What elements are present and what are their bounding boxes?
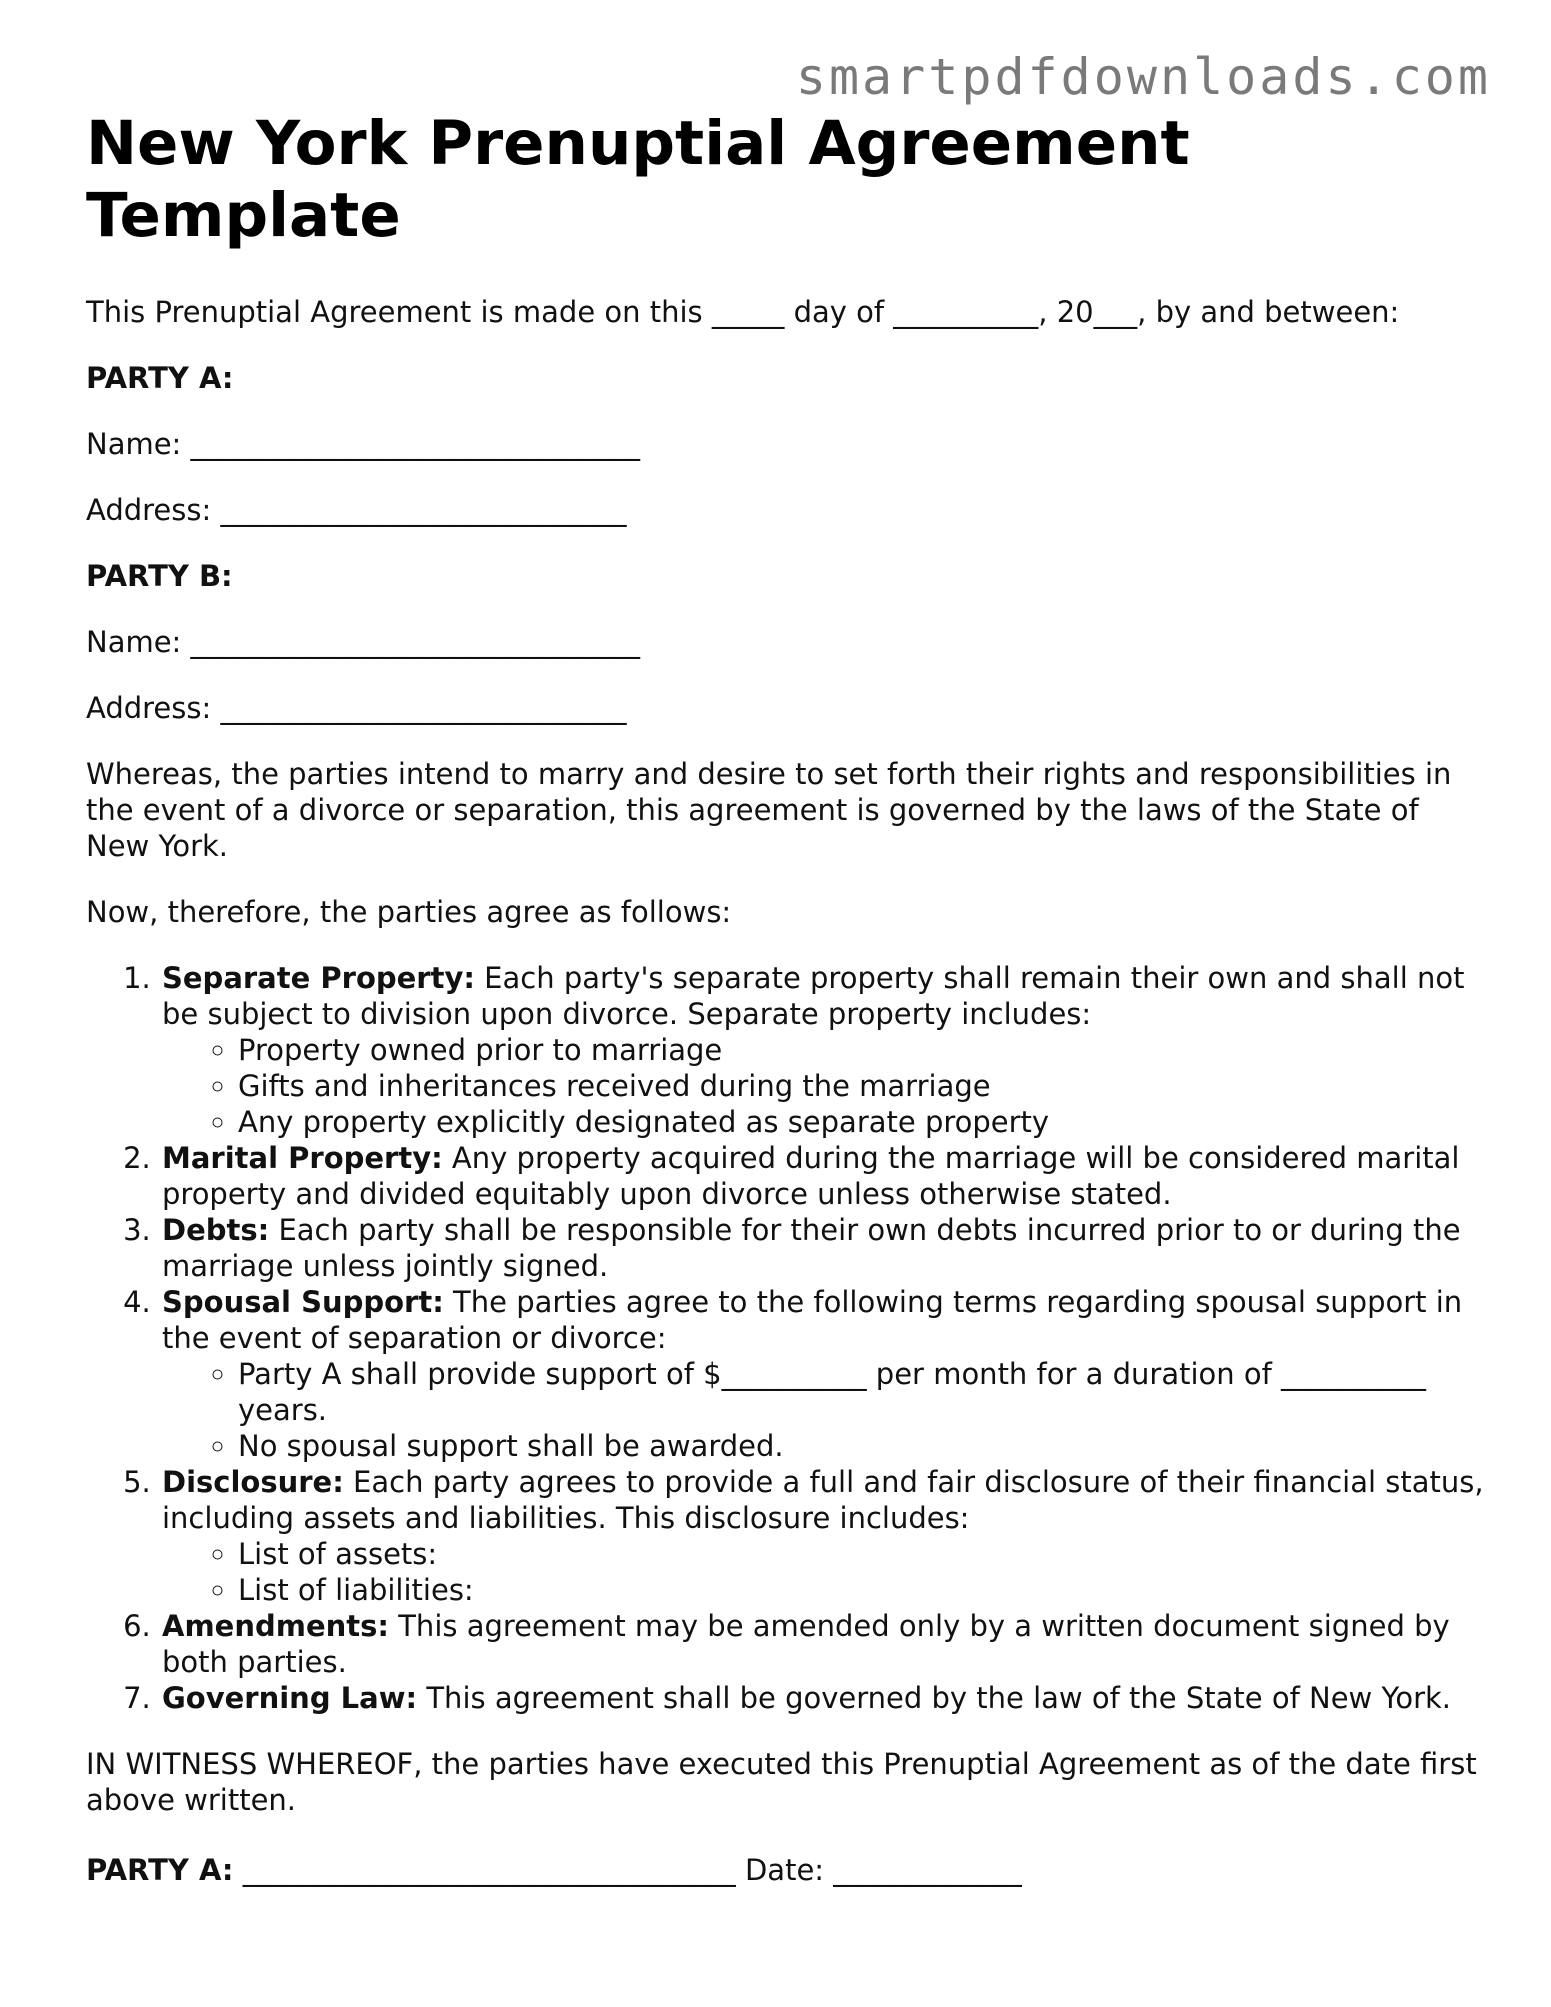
clause-amendments (160, 1608, 1486, 1680)
document-body (86, 108, 1486, 1918)
subitem: ◦ Any property explicitly designated as separate property (238, 1104, 1486, 1140)
clause-subitems (162, 1356, 1486, 1464)
whereas-paragraph: Whereas, the parties intend to marry and desire to set forth their rights and responsibilities in the event of a divorce or separation, this agreement is governed by the laws of the State of New York. (86, 757, 1452, 863)
subitem: ◦ Party A shall provide support of $__________ per month for a duration of __________ years. (238, 1356, 1486, 1428)
clauses-list (86, 960, 1486, 1716)
clause-text: Each party agrees to provide a full and fair disclosure of their financial status, including assets and liabilities. This disclosure includes: (162, 1465, 1484, 1535)
subitem: ◦ No spousal support shall be awarded. (238, 1428, 1486, 1464)
watermark: smartpdfdownloads.com (795, 48, 1491, 106)
signature-line-party-a (86, 1852, 1486, 1888)
subitem: ◦ Property owned prior to marriage (238, 1032, 1486, 1068)
clause-label: Separate Property: (162, 961, 475, 995)
clause-text: Each party's separate property shall remain their own and shall not be subject to division upon divorce. Separate property includes: (162, 961, 1465, 1031)
clause-label: Amendments: (162, 1609, 389, 1643)
intro-paragraph: This Prenuptial Agreement is made on this _____ day of __________, 20___, by and between: (86, 295, 1400, 329)
party-b-name-field: Name: _______________________________ (86, 625, 641, 659)
witness-paragraph: IN WITNESS WHEREOF, the parties have executed this Prenuptial Agreement as of the date first above written. (86, 1747, 1477, 1817)
clause-text: This agreement shall be governed by the law of the State of New York. (417, 1681, 1452, 1715)
subitem: ◦ List of assets: (238, 1536, 1486, 1572)
party-a-address-field: Address: ____________________________ (86, 493, 627, 527)
party-a-heading: PARTY A: (86, 361, 234, 395)
clause-disclosure (160, 1464, 1486, 1608)
clause-text: This agreement may be amended only by a written document signed by both parties. (162, 1609, 1450, 1679)
clause-marital-property (160, 1140, 1486, 1212)
party-b-heading: PARTY B: (86, 559, 233, 593)
clause-debts (160, 1212, 1486, 1284)
clause-spousal-support (160, 1284, 1486, 1464)
party-b-address-field: Address: ____________________________ (86, 691, 627, 725)
clause-label: Spousal Support: (162, 1285, 444, 1319)
clause-label: Debts: (162, 1213, 270, 1247)
clause-separate-property (160, 960, 1486, 1140)
subitem: ◦ List of liabilities: (238, 1572, 1486, 1608)
subitem: ◦ Gifts and inheritances received during the marriage (238, 1068, 1486, 1104)
clause-subitems (162, 1536, 1486, 1608)
document-title: New York Prenuptial Agreement Template (86, 108, 1190, 251)
clause-text: The parties agree to the following terms regarding spousal support in the event of separation or divorce: (162, 1285, 1463, 1355)
party-a-name-field: Name: _______________________________ (86, 427, 641, 461)
clause-label: Disclosure: (162, 1465, 344, 1499)
signature-blank: __________________________________ Date: _____________ (233, 1853, 1022, 1887)
now-therefore-paragraph: Now, therefore, the parties agree as follows: (86, 895, 732, 929)
signature-label: PARTY A: (86, 1853, 234, 1887)
clause-governing-law (160, 1680, 1486, 1716)
clause-text: Each party shall be responsible for their own debts incurred prior to or during the marriage unless jointly signed. (162, 1213, 1461, 1283)
clause-text: Any property acquired during the marriage will be considered marital property and divided equitably upon divorce unless otherwise stated. (162, 1141, 1460, 1211)
clause-label: Marital Property: (162, 1141, 443, 1175)
clause-label: Governing Law: (162, 1681, 418, 1715)
clause-subitems (162, 1032, 1486, 1140)
